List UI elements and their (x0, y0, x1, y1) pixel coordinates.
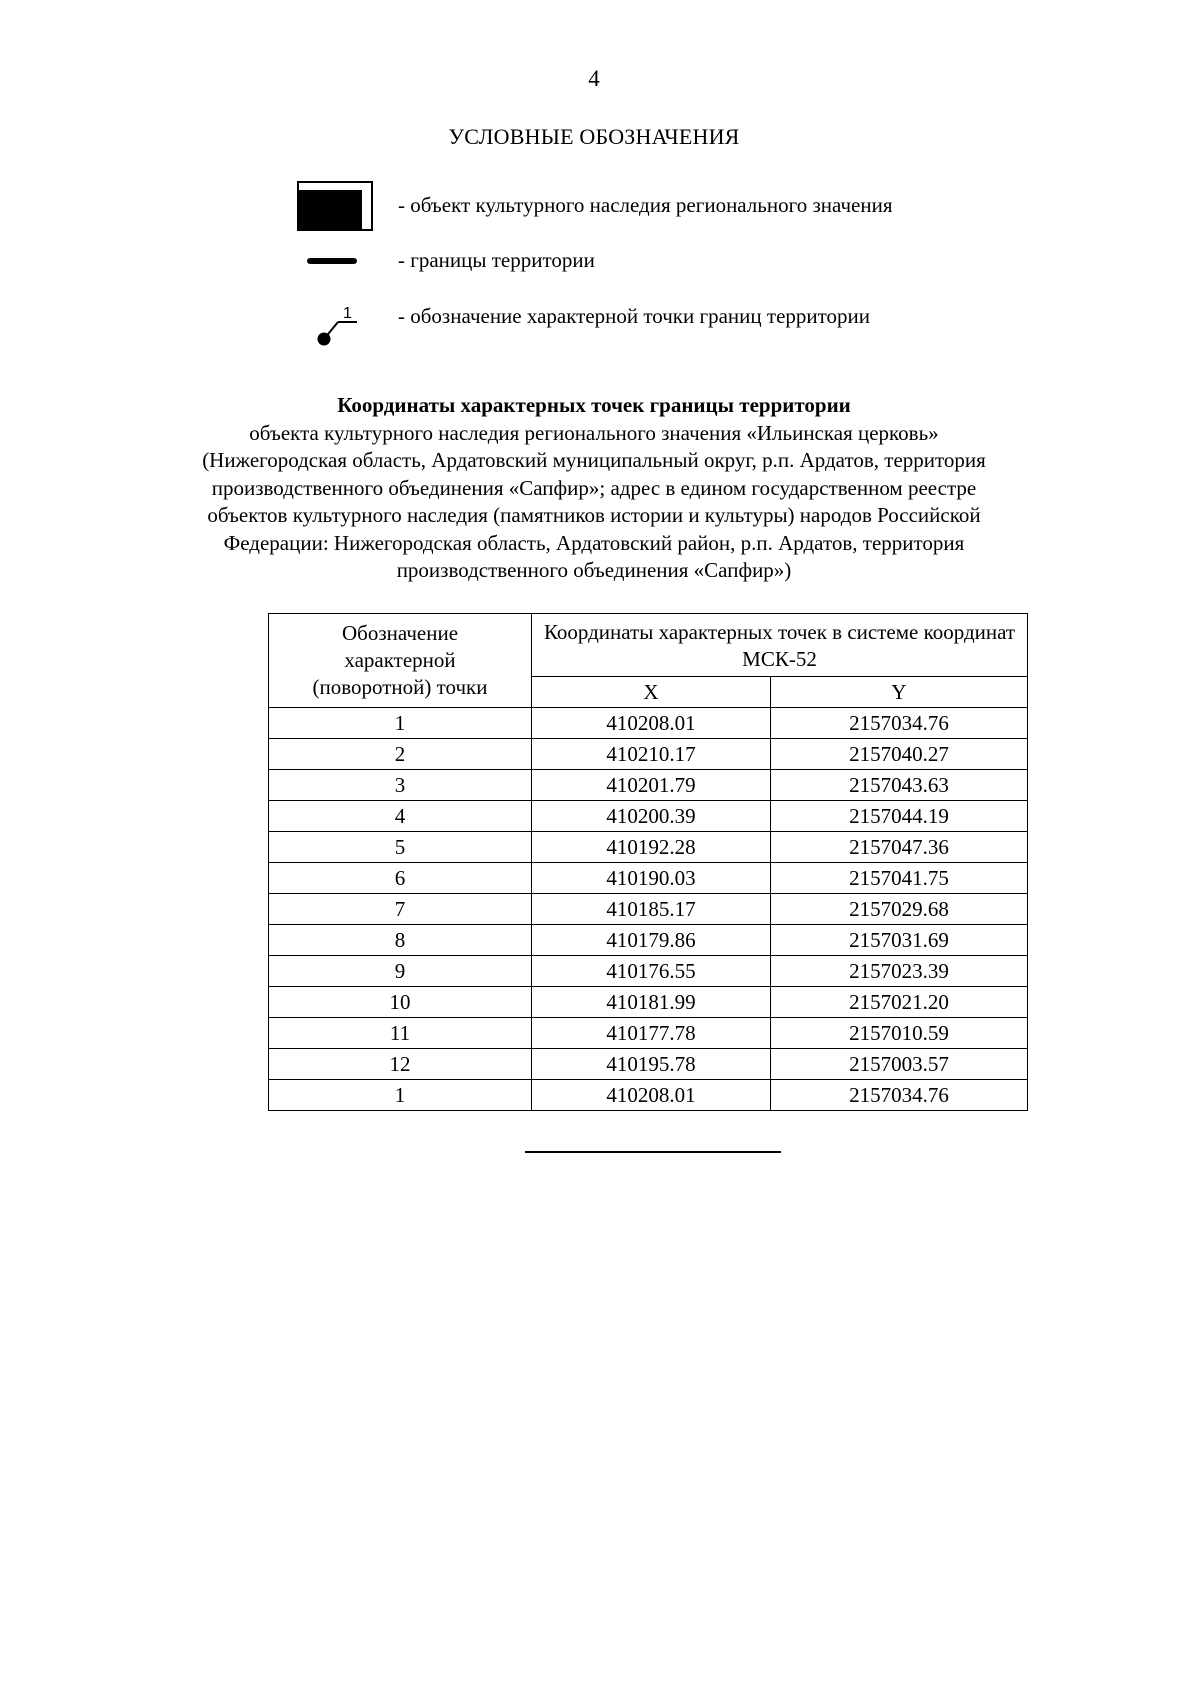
legend-item-heritage-object (0, 181, 1200, 231)
cell-y: 2157029.68 (771, 894, 1028, 925)
end-of-document-rule (525, 1151, 781, 1153)
header-x: X (532, 677, 771, 708)
cell-point: 8 (269, 925, 532, 956)
cell-y: 2157021.20 (771, 987, 1028, 1018)
cell-point: 4 (269, 801, 532, 832)
cell-y: 2157010.59 (771, 1018, 1028, 1049)
page-number: 4 (588, 66, 600, 91)
cell-point: 2 (269, 739, 532, 770)
header-coordinates-group: Координаты характерных точек в системе координат МСК-52 (532, 614, 1028, 677)
cell-x: 410179.86 (532, 925, 771, 956)
table-row (269, 801, 1028, 832)
table-row (269, 987, 1028, 1018)
legend-label: - границы территории (398, 248, 595, 272)
cell-point: 3 (269, 770, 532, 801)
cell-y: 2157041.75 (771, 863, 1028, 894)
header-point-designation: Обозначение характерной (поворотной) точки (269, 614, 532, 708)
cell-y: 2157040.27 (771, 739, 1028, 770)
coordinates-subtitle-line: (Нижегородская область, Ардатовский муниципальный округ, р.п. Ардатов, территория (202, 448, 986, 472)
cell-x: 410208.01 (532, 1080, 771, 1111)
cell-x: 410192.28 (532, 832, 771, 863)
cell-point: 1 (269, 1080, 532, 1111)
table-row (269, 739, 1028, 770)
cell-x: 410190.03 (532, 863, 771, 894)
cell-x: 410208.01 (532, 708, 771, 739)
legend-label: - обозначение характерной точки границ территории (398, 304, 871, 328)
table-row (269, 956, 1028, 987)
coordinates-heading (0, 392, 1188, 585)
cell-point: 10 (269, 987, 532, 1018)
legend-item-boundary (0, 240, 1200, 290)
coordinates-title: Координаты характерных точек границы территории (337, 393, 851, 417)
territory-boundary-line-icon (307, 258, 357, 264)
cell-y: 2157031.69 (771, 925, 1028, 956)
cell-y: 2157047.36 (771, 832, 1028, 863)
cell-point: 6 (269, 863, 532, 894)
cell-point: 9 (269, 956, 532, 987)
cell-point: 12 (269, 1049, 532, 1080)
table-row (269, 1080, 1028, 1111)
legend-title: УСЛОВНЫЕ ОБОЗНАЧЕНИЯ (448, 124, 740, 149)
table-row (269, 894, 1028, 925)
cell-x: 410176.55 (532, 956, 771, 987)
table-row (269, 832, 1028, 863)
cell-y: 2157034.76 (771, 708, 1028, 739)
cell-x: 410195.78 (532, 1049, 771, 1080)
cell-y: 2157034.76 (771, 1080, 1028, 1111)
cell-y: 2157023.39 (771, 956, 1028, 987)
table-row (269, 925, 1028, 956)
cell-point: 1 (269, 708, 532, 739)
cell-point: 7 (269, 894, 532, 925)
table-header-row (269, 614, 1028, 677)
cell-y: 2157044.19 (771, 801, 1028, 832)
header-y: Y (771, 677, 1028, 708)
coordinates-subtitle-line: объекта культурного наследия регионального значения «Ильинская церковь» (249, 420, 939, 445)
cell-point: 5 (269, 832, 532, 863)
coordinates-table (268, 613, 1028, 1111)
coordinates-subtitle-line: объектов культурного наследия (памятников истории и культуры) народов Российской (207, 503, 981, 527)
cell-point: 11 (269, 1018, 532, 1049)
legend-label: - объект культурного наследия регионального значения (398, 193, 893, 217)
coordinates-subtitle-line: Федерации: Нижегородская область, Ардатовский район, р.п. Ардатов, территория (223, 530, 965, 555)
cultural-heritage-object-icon (297, 181, 373, 231)
cell-x: 410181.99 (532, 987, 771, 1018)
cell-x: 410200.39 (532, 801, 771, 832)
coordinates-subtitle-line: производственного объединения «Сапфир») (396, 558, 792, 582)
boundary-point-marker-icon (315, 298, 365, 348)
cell-y: 2157003.57 (771, 1049, 1028, 1080)
table-row (269, 770, 1028, 801)
legend-item-boundary-point (0, 298, 1200, 348)
cell-x: 410201.79 (532, 770, 771, 801)
cell-y: 2157043.63 (771, 770, 1028, 801)
cell-x: 410185.17 (532, 894, 771, 925)
coordinates-subtitle-line: производственного объединения «Сапфир»; адрес в едином государственном реестре (211, 475, 977, 500)
table-row (269, 1018, 1028, 1049)
table-row (269, 1049, 1028, 1080)
svg-text:1: 1 (343, 305, 352, 322)
cell-x: 410210.17 (532, 739, 771, 770)
table-row (269, 708, 1028, 739)
cell-x: 410177.78 (532, 1018, 771, 1049)
table-row (269, 863, 1028, 894)
